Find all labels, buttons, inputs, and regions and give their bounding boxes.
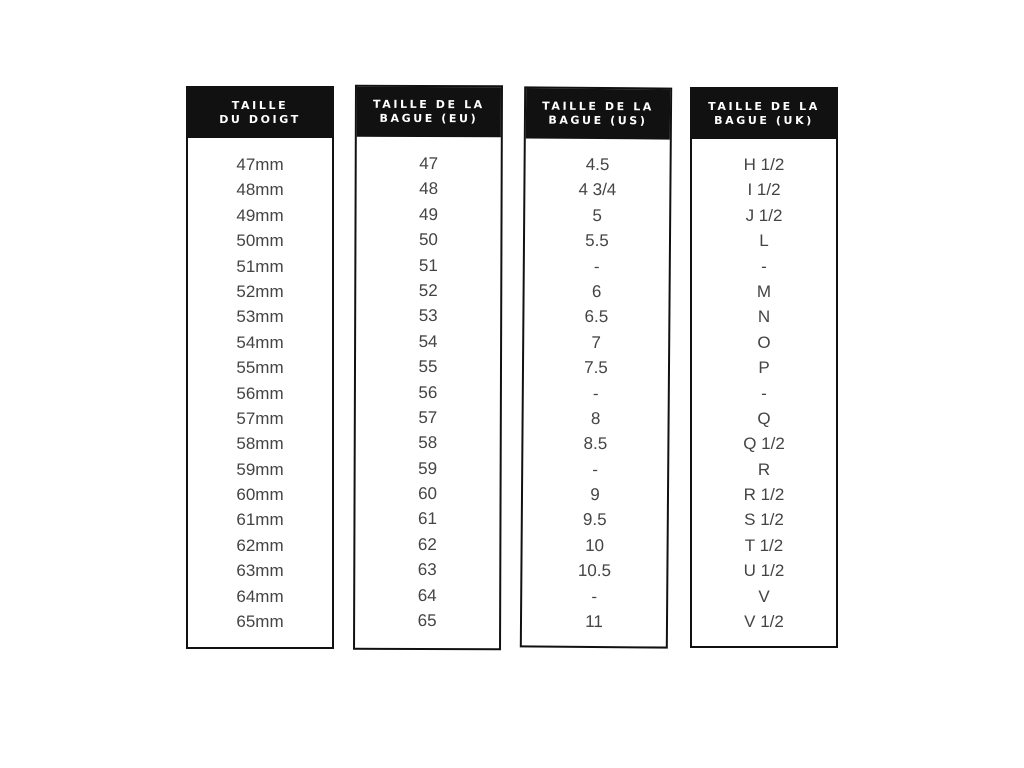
size-cell: 63 (417, 560, 437, 580)
size-cell: 8 (590, 408, 601, 428)
size-cell: 55mm (236, 358, 284, 378)
size-cell: V 1/2 (744, 612, 784, 632)
size-cell: 62mm (236, 535, 284, 555)
size-cell: 47 (419, 153, 439, 174)
us-size-column (520, 86, 672, 648)
size-cell: U 1/2 (743, 561, 785, 581)
size-cell: 65 (417, 610, 437, 631)
size-cell: Q 1/2 (743, 434, 785, 454)
size-cell: 59 (418, 458, 438, 478)
size-cell: 60 (418, 484, 438, 504)
size-cell: 59mm (236, 459, 284, 479)
size-cell: L (759, 231, 769, 251)
finger-size-values (188, 152, 332, 634)
size-cell: V (758, 586, 770, 606)
size-cell: 58 (418, 433, 438, 453)
size-cell: 5.5 (585, 231, 609, 251)
eu-size-header: TAILLE DE LA BAGUE (EU) (357, 87, 501, 138)
size-cell: N (757, 307, 771, 327)
size-cell: 56mm (236, 383, 284, 403)
size-cell: 56 (418, 382, 438, 402)
size-cell: 52mm (236, 281, 284, 301)
size-cell: - (592, 459, 599, 479)
size-cell: 7.5 (584, 358, 608, 378)
eu-size-values (355, 151, 501, 634)
uk-size-header: TAILLE DE LA BAGUE (UK) (692, 89, 836, 139)
size-cell: 4 3/4 (578, 180, 617, 200)
uk-size-column (690, 87, 838, 648)
size-cell: 10.5 (577, 561, 612, 581)
size-cell: - (761, 256, 767, 276)
size-cell: 57 (418, 407, 438, 427)
size-cell: 51mm (236, 256, 284, 276)
size-cell: 64 (417, 585, 437, 605)
size-cell: I 1/2 (747, 180, 781, 200)
size-cell: 9.5 (582, 510, 607, 530)
size-cell: P (758, 358, 770, 378)
size-cell: 48 (419, 179, 439, 199)
size-cell: 54 (418, 331, 438, 351)
size-cell: 53mm (236, 307, 284, 327)
size-cell: 5 (592, 205, 603, 225)
size-cell: R 1/2 (743, 485, 785, 505)
size-cell: 58mm (236, 434, 284, 454)
size-cell: M (756, 281, 772, 301)
size-cell: 49 (419, 204, 439, 224)
size-cell: 51 (418, 255, 438, 275)
size-cell: 55 (418, 357, 438, 377)
size-cell: 4.5 (585, 154, 610, 175)
size-cell: T 1/2 (744, 535, 784, 555)
size-cell: 50 (418, 230, 438, 250)
size-cell: 47mm (236, 155, 284, 174)
us-size-header: TAILLE DE LA BAGUE (US) (526, 88, 670, 139)
size-cell: 7 (591, 332, 602, 352)
uk-size-values (692, 152, 836, 634)
size-cell: 63mm (236, 561, 284, 581)
size-cell: 57mm (236, 408, 284, 428)
size-cell: O (757, 332, 771, 352)
size-cell: 8.5 (583, 434, 608, 454)
size-cell: 49mm (236, 205, 284, 225)
size-cell: 11 (585, 611, 603, 632)
size-cell: R (757, 459, 771, 479)
size-cell: 53 (418, 306, 438, 326)
size-cell: 6 (591, 281, 602, 301)
size-cell: 10 (585, 535, 605, 555)
us-size-values (522, 151, 670, 635)
size-cell: 65mm (236, 612, 284, 632)
eu-size-column (353, 85, 503, 651)
size-cell: S 1/2 (744, 510, 784, 530)
size-cell: 50mm (236, 231, 284, 251)
size-cell: J 1/2 (745, 205, 783, 225)
finger-size-header: TAILLE DU DOIGT (188, 88, 332, 138)
size-cell: 64mm (236, 586, 284, 606)
size-cell: Q (757, 408, 771, 428)
size-cell: - (761, 383, 767, 403)
finger-size-column (186, 86, 334, 649)
size-cell: 62 (417, 534, 437, 554)
size-cell: 52 (418, 280, 438, 300)
size-cell: - (592, 383, 599, 403)
size-cell: 9 (590, 485, 600, 505)
size-cell: 54mm (236, 332, 284, 352)
size-cell: - (591, 586, 598, 606)
size-cell: 48mm (236, 180, 284, 200)
size-cell: 61mm (236, 510, 284, 530)
size-cell: 60mm (236, 485, 284, 505)
size-cell: 61 (417, 509, 437, 529)
size-cell: H 1/2 (743, 155, 785, 174)
size-cell: - (593, 256, 600, 276)
size-cell: 6.5 (584, 307, 609, 327)
